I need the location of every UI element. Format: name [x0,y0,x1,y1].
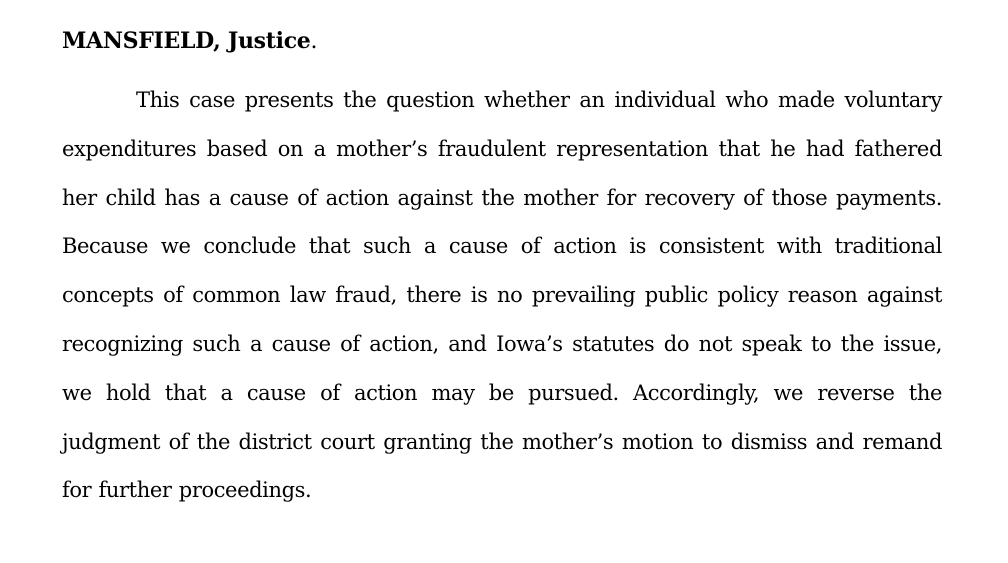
author-punctuation: . [310,29,318,54]
author-line [62,26,942,57]
opinion-page [62,26,942,515]
author-name: MANSFIELD, Justice [62,28,311,54]
opinion-paragraph: This case presents the question whether an individual who made voluntary expenditures based on a mother’s fraudulent representation that he had fathered her child has a cause of action against the mother for recovery of those payments. Because we conclude that such a cause of action is consistent with traditional concepts of common law fraud, there is no prevailing public policy reason against recognizing such a cause of action, and Iowa’s statutes do not speak to the issue, we hold that a cause of action may be pursued. Accordingly, we reverse the judgment of the district court granting the mother’s motion to dismiss and remand for further proceedings. [62,88,942,503]
